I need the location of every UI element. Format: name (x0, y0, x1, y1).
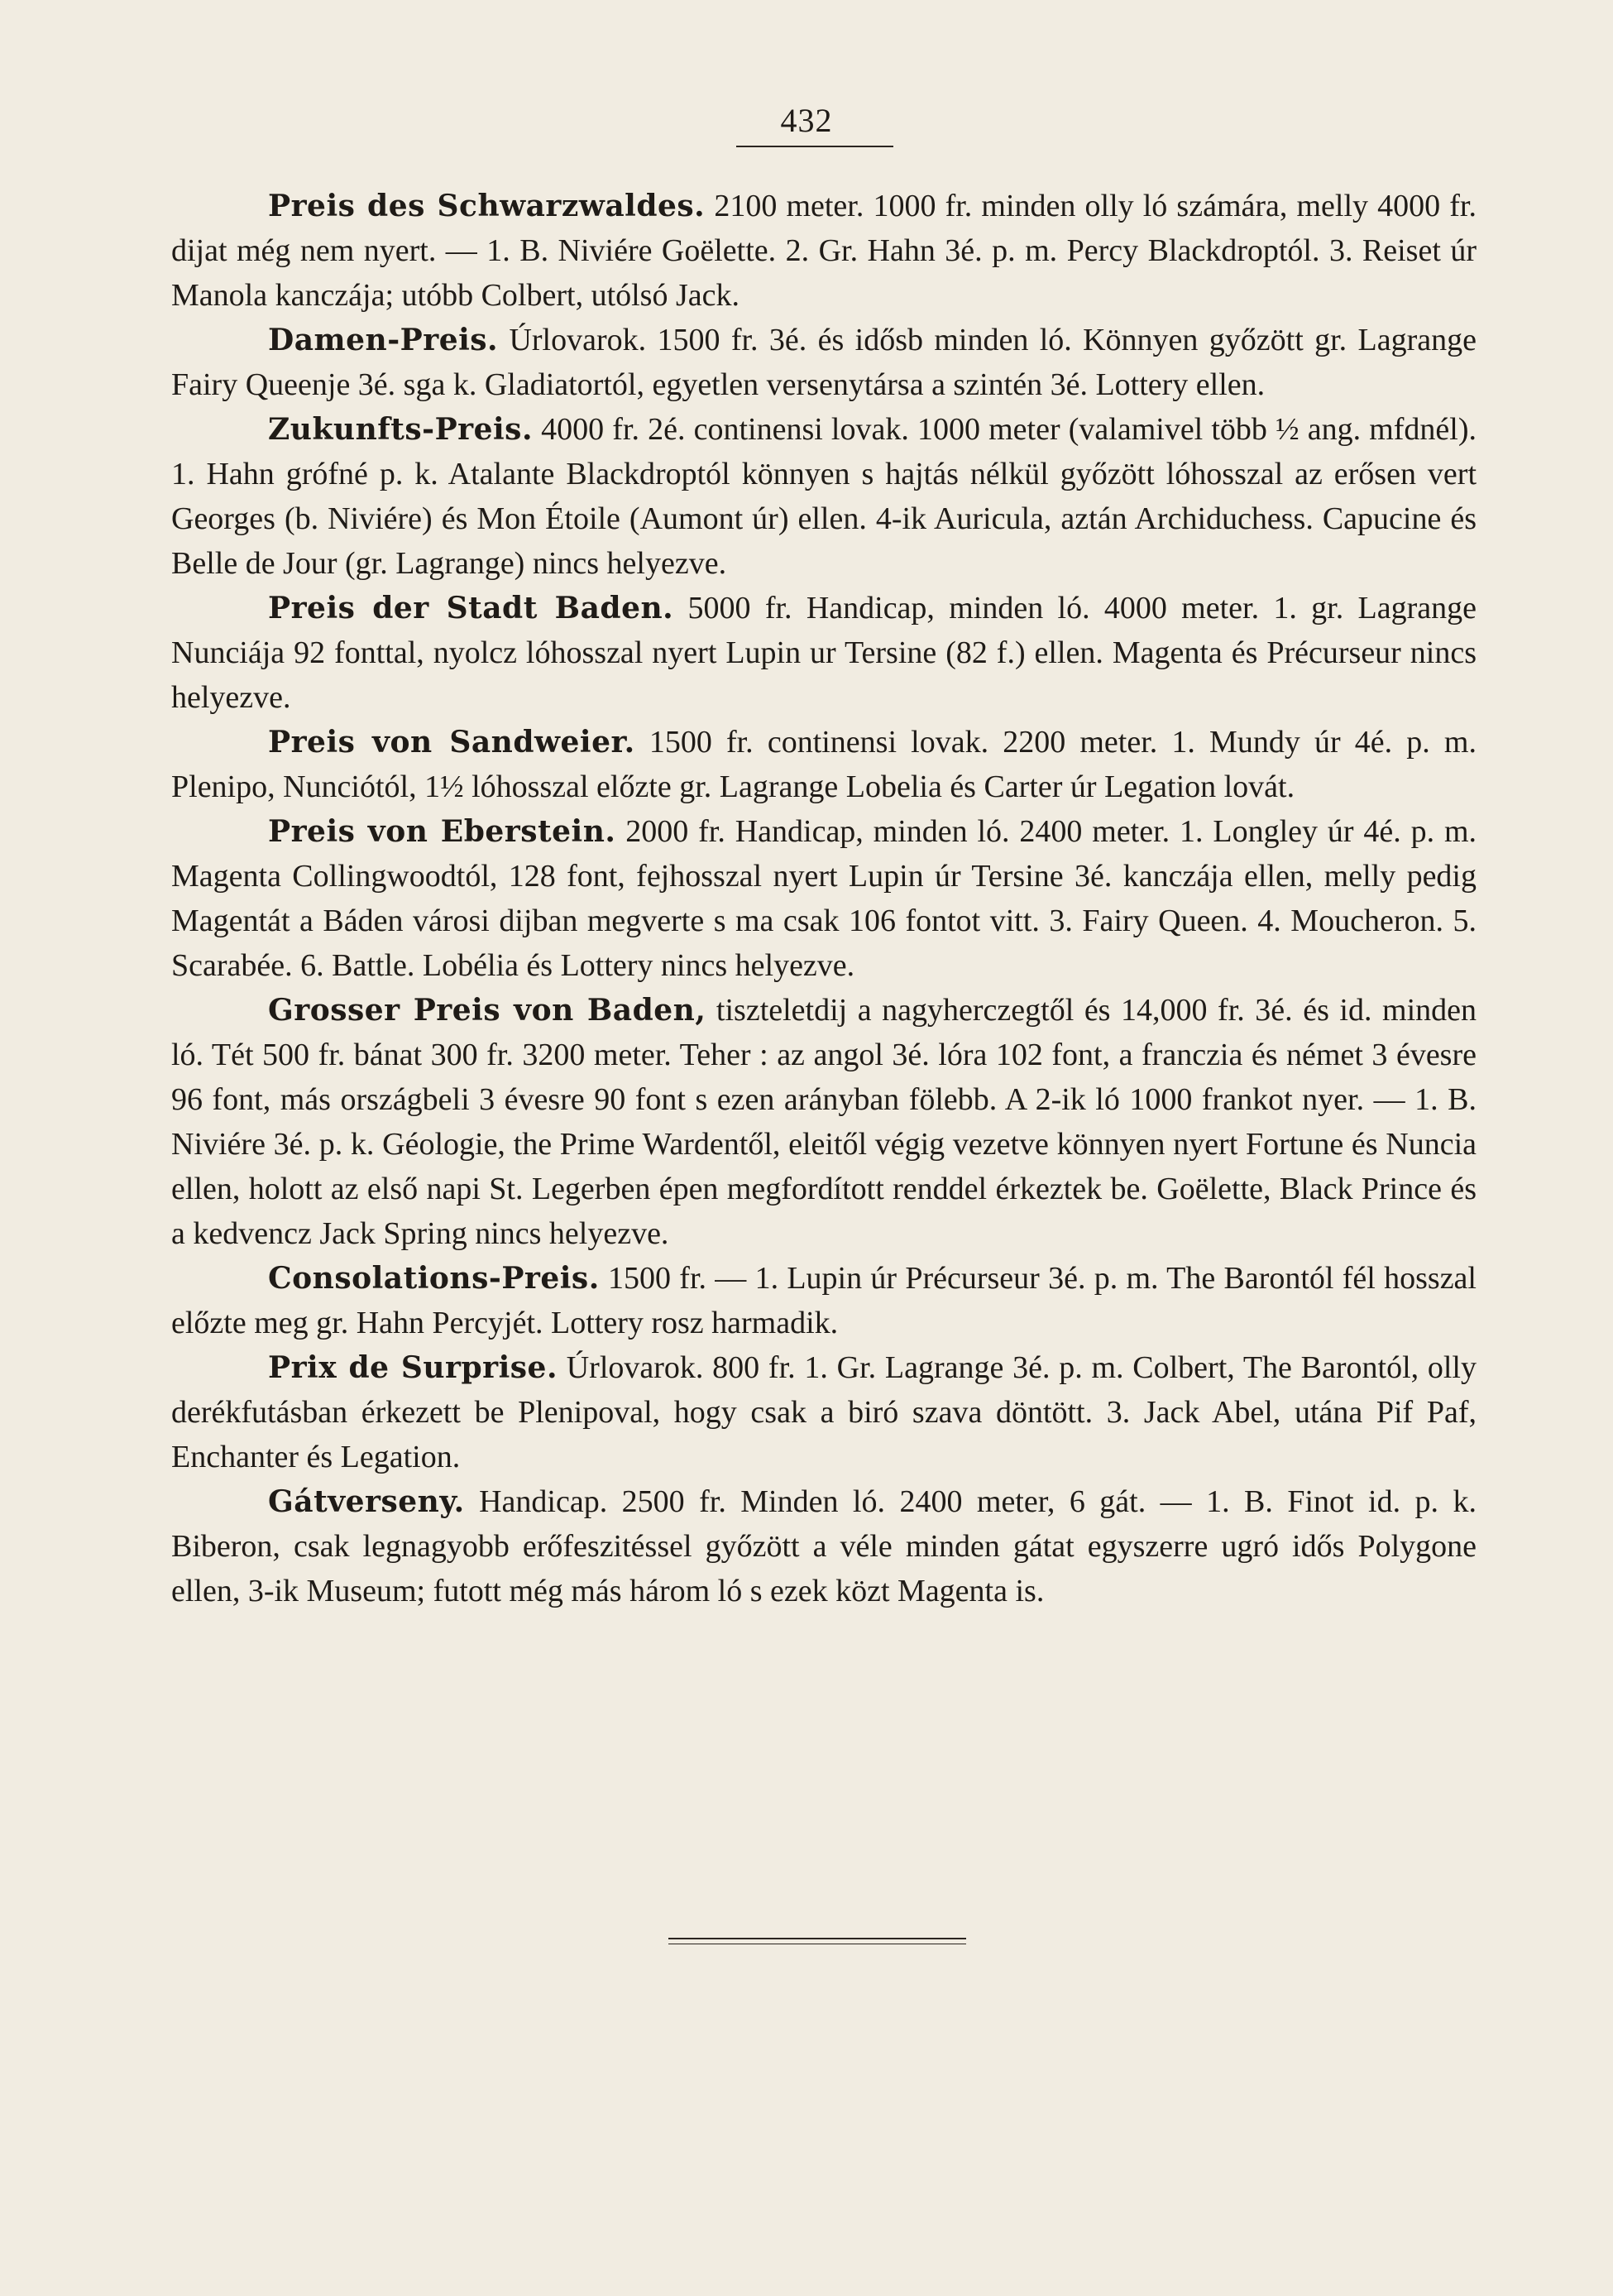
paragraph-eberstein (171, 809, 1477, 988)
paragraph-text: 2100 meter. 1000 fr. minden olly ló számára, melly 4000 fr. dijat még nem nyert. — 1. B. Niviére Goëlette. 2. Gr. Hahn 3é. p. m. Percy Blackdroptól. 3. Reiset úr Manola kanczája; utóbb Colbert, utólsó Jack. (171, 189, 1477, 313)
paragraph-title: Preis des Schwarzwaldes. (268, 189, 706, 223)
paragraph-title: Consolations-Preis. (268, 1261, 600, 1296)
paragraph-title: Preis von Eberstein. (268, 814, 616, 849)
paragraph-text: 2000 fr. Handicap, minden ló. 2400 meter. 1. Longley úr 4é. p. m. Magenta Collingwoodtól, 128 font, fejhosszal nyert Lupin úr Tersine 3é. kanczája ellen, melly pedig Magentát a Báden városi dijban megverte s ma csak 106 fontot vitt. 3. Fairy Queen. 4. Moucheron. 5. Scarabée. 6. Battle. Lobélia és Lottery nincs helyezve. (171, 814, 1477, 983)
paragraph-text: 4000 fr. 2é. continensi lovak. 1000 meter (valamivel több ½ ang. mfdnél). 1. Hahn grófné p. k. Atalante Blackdroptól könnyen s hajtás nélkül győzött lóhosszal az erősen vert Georges (b. Niviére) és Mon Étoile (Aumont úr) ellen. 4-ik Auricula, aztán Archiduchess. Capucine és Belle de Jour (gr. Lagrange) nincs helyezve. (171, 412, 1477, 581)
paragraph-text: Handicap. 2500 fr. Minden ló. 2400 meter, 6 gát. — 1. B. Finot id. p. k. Biberon, csak legnagyobb erőfeszitéssel győzött a véle minden gátat egyszerre ugró idős Polygone ellen, 3-ik Museum; futott még más három ló s ezek közt Magenta is. (171, 1484, 1477, 1608)
header-rule (736, 146, 893, 147)
paragraph-title: Preis von Sandweier. (268, 725, 635, 760)
paragraph-damen-preis (171, 318, 1477, 407)
page-number: 432 (780, 102, 833, 139)
paragraph-title: Grosser Preis von Baden, (268, 993, 706, 1028)
paragraph-text: tiszteletdij a nagyherczegtől és 14,000 fr. 3é. és id. minden ló. Tét 500 fr. bánat 300 fr. 3200 meter. Teher : az angol 3é. lóra 102 font, a franczia és német 3 évesre 96 font, más országbeli 3 évesre 90 font s ezen arányban fölebb. A 2-ik ló 1000 frankot nyer. — 1. B. Niviére 3é. p. k. Géologie, the Prime Wardentől, eleitől végig vezetve könnyen nyert Fortune és Nuncia ellen, holott az első napi St. Legerben épen megfordított renddel érkeztek be. Goëlette, Black Prince és a kedvencz Jack Spring nincs helyezve. (171, 993, 1477, 1251)
paragraph-sandweier (171, 720, 1477, 809)
paragraph-schwarzwaldes (171, 184, 1477, 318)
paragraph-title: Zukunfts-Preis. (268, 412, 533, 447)
paragraph-text: Úrlovarok. 1500 fr. 3é. és idősb minden ló. Könnyen győzött gr. Lagrange Fairy Queenje 3é. sga k. Gladiatortól, egyetlen versenytársa a szintén 3é. Lottery ellen. (171, 323, 1477, 402)
paragraph-title: Prix de Surprise. (268, 1350, 558, 1385)
paragraph-grosser-preis (171, 988, 1477, 1256)
paragraph-stadt-baden (171, 586, 1477, 720)
paragraph-text: 1500 fr. — 1. Lupin úr Précurseur 3é. p. m. The Barontól fél hosszal előzte meg gr. Hahn Percyjét. Lottery rosz harmadik. (171, 1261, 1477, 1340)
paragraph-text: 5000 fr. Handicap, minden ló. 4000 meter. 1. gr. Lagrange Nunciája 92 fonttal, nyolcz lóhosszal nyert Lupin ur Tersine (82 f.) ellen. Magenta és Précurseur nincs helyezve. (171, 591, 1477, 715)
paragraph-gatverseny (171, 1479, 1477, 1613)
paragraph-title: Damen-Preis. (268, 323, 499, 357)
paragraph-title: Gátverseny. (268, 1484, 465, 1519)
paragraph-text: 1500 fr. continensi lovak. 2200 meter. 1. Mundy úr 4é. p. m. Plenipo, Nunciótól, 1½ lóhosszal előzte gr. Lagrange Lobelia és Carter úr Legation lovát. (171, 725, 1477, 804)
section-end-rule (668, 1938, 966, 1939)
page-body (171, 184, 1477, 1613)
paragraph-text: Úrlovarok. 800 fr. 1. Gr. Lagrange 3é. p. m. Colbert, The Barontól, olly derékfutásban érkezett be Plenipoval, hogy csak a biró szava döntött. 3. Jack Abel, utána Pif Paf, Enchanter és Legation. (171, 1350, 1477, 1474)
paragraph-consolations-preis (171, 1256, 1477, 1345)
paragraph-zukunfts-preis (171, 407, 1477, 586)
paragraph-title: Preis der Stadt Baden. (268, 591, 674, 626)
paragraph-prix-de-surprise (171, 1345, 1477, 1479)
